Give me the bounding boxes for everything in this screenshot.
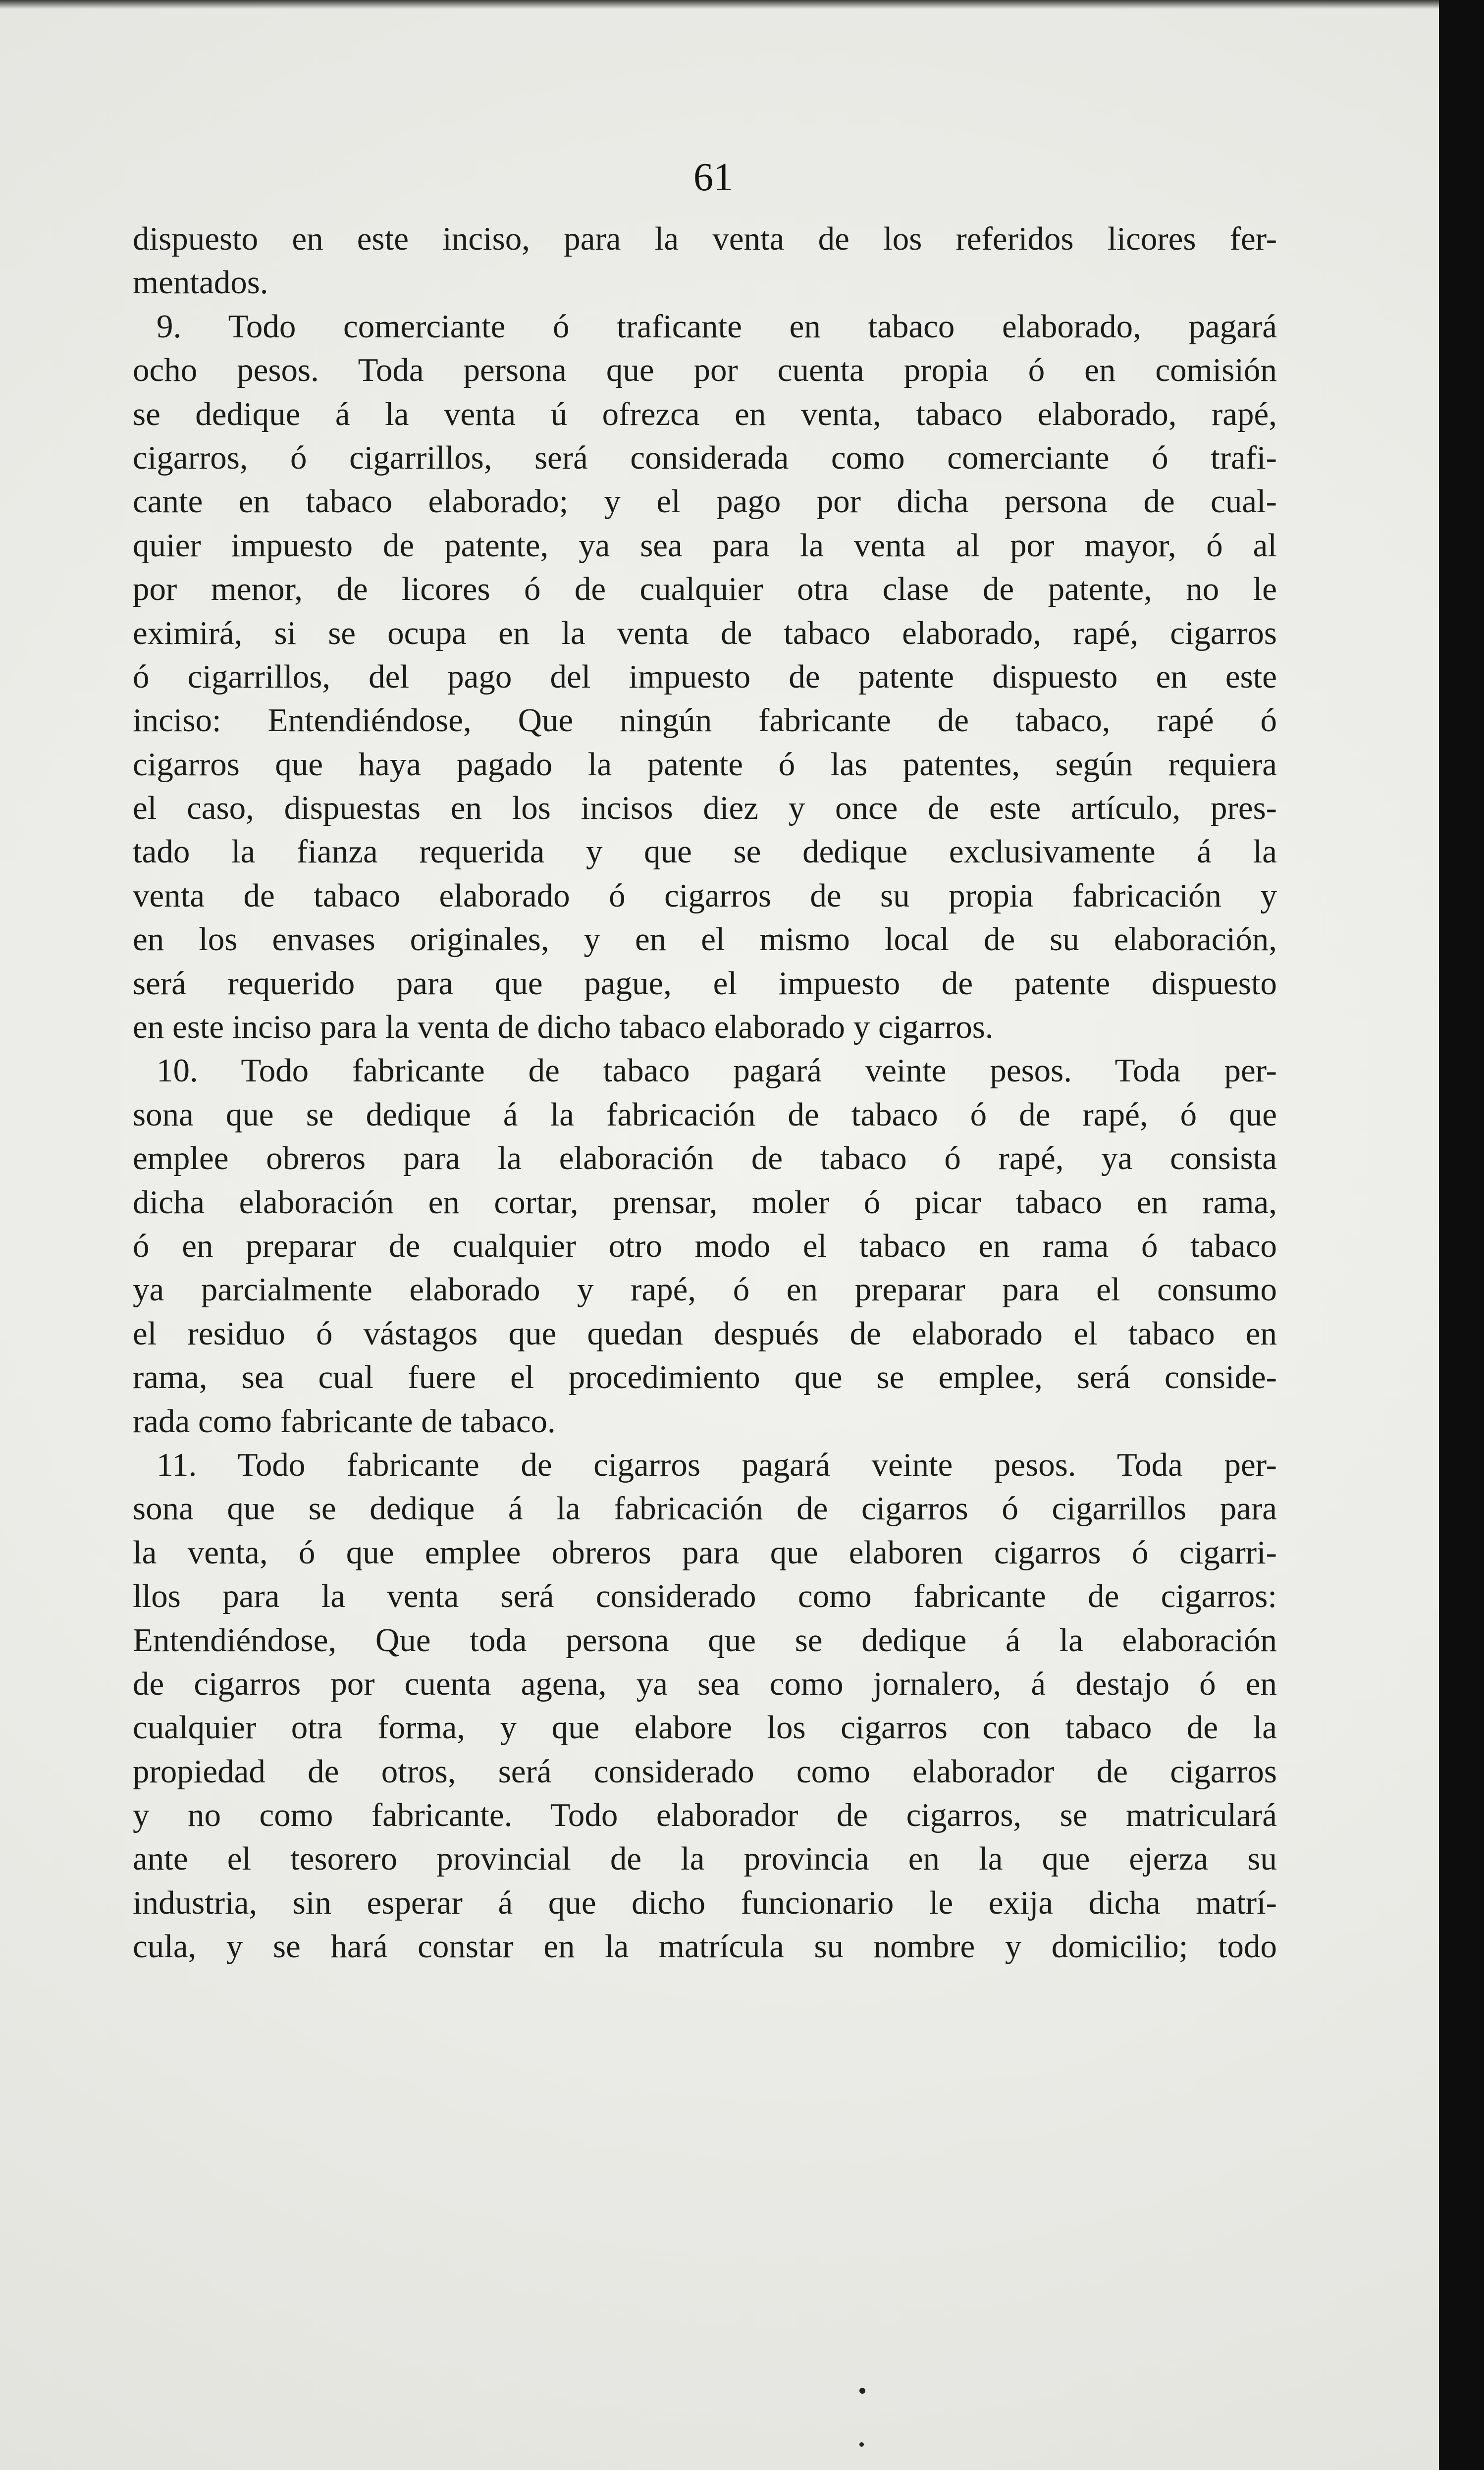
text-line: sona que se dedique á la fabricación de cigarros ó cigarrillos para [133, 1490, 1277, 1527]
page-top-edge-shadow [0, 0, 1439, 9]
paper-speck [859, 2388, 865, 2394]
text-line: ó en preparar de cualquier otro modo el tabaco en rama ó tabaco [133, 1227, 1277, 1264]
text-line: en los envases originales, y en el mismo local de su elaboración, [133, 921, 1277, 958]
text-line: tado la fianza requerida y que se dedique exclusivamente á la [133, 833, 1277, 870]
text-line: cigarros que haya pagado la patente ó las patentes, según requiera [133, 746, 1277, 783]
text-line: el caso, dispuestas en los incisos diez y once de este artículo, pres- [133, 790, 1277, 827]
text-line: rama, sea cual fuere el procedimiento que se emplee, será conside- [133, 1359, 1277, 1396]
text-line: ocho pesos. Toda persona que por cuenta propia ó en comisión [133, 352, 1277, 389]
text-line: ó cigarrillos, del pago del impuesto de patente dispuesto en este [133, 658, 1277, 695]
text-line: cante en tabaco elaborado; y el pago por dicha persona de cual- [133, 483, 1277, 520]
text-line: cualquier otra forma, y que elabore los cigarros con tabaco de la [133, 1709, 1277, 1746]
text-line: en este inciso para la venta de dicho tabaco elaborado y cigarros. [133, 1009, 994, 1046]
text-line: quier impuesto de patente, ya sea para la venta al por mayor, ó al [133, 527, 1277, 564]
text-line: venta de tabaco elaborado ó cigarros de su propia fabricación y [133, 877, 1277, 914]
text-line: industria, sin esperar á que dicho funcionario le exija dicha matrí- [133, 1884, 1277, 1921]
text-line: la venta, ó que emplee obreros para que elaboren cigarros ó cigarri- [133, 1534, 1277, 1571]
paper-speck [859, 2442, 864, 2447]
text-line: emplee obreros para la elaboración de tabaco ó rapé, ya consista [133, 1140, 1277, 1177]
text-line: cula, y se hará constar en la matrícula su nombre y domicilio; todo [133, 1928, 1277, 1965]
text-line: inciso: Entendiéndose, Que ningún fabricante de tabaco, rapé ó [133, 702, 1277, 739]
text-line: será requerido para que pague, el impuesto de patente dispuesto [133, 965, 1277, 1002]
text-line: mentados. [133, 264, 268, 301]
text-line: 11. Todo fabricante de cigarros pagará veinte pesos. Toda per- [157, 1446, 1277, 1483]
text-line: dicha elaboración en cortar, prensar, moler ó picar tabaco en rama, [133, 1183, 1277, 1221]
page-number: 61 [693, 156, 733, 199]
text-line: el residuo ó vástagos que quedan después de elaborado el tabaco en [133, 1315, 1277, 1352]
text-line: se dedique á la venta ú ofrezca en venta, tabaco elaborado, rapé, [133, 395, 1277, 432]
text-line: por menor, de licores ó de cualquier otra clase de patente, no le [133, 571, 1277, 608]
text-line: 9. Todo comerciante ó traficante en tabaco elaborado, pagará [157, 308, 1277, 345]
text-line: dispuesto en este inciso, para la venta de los referidos licores fer- [133, 220, 1277, 257]
book-binding-shadow [1439, 0, 1484, 2470]
text-line: ya parcialmente elaborado y rapé, ó en preparar para el consumo [133, 1271, 1277, 1308]
text-line: y no como fabricante. Todo elaborador de cigarros, se matriculará [133, 1797, 1277, 1834]
text-line: propiedad de otros, será considerado como elaborador de cigarros [133, 1753, 1277, 1790]
text-line: Entendiéndose, Que toda persona que se dedique á la elaboración [133, 1621, 1277, 1659]
text-line: cigarros, ó cigarrillos, será considerada como comerciante ó trafi- [133, 439, 1277, 476]
text-line: eximirá, si se ocupa en la venta de tabaco elaborado, rapé, cigarros [133, 614, 1277, 651]
text-line: rada como fabricante de tabaco. [133, 1402, 556, 1440]
text-line: de cigarros por cuenta agena, ya sea como jornalero, á destajo ó en [133, 1665, 1277, 1702]
text-line: llos para la venta será considerado como fabricante de cigarros: [133, 1578, 1277, 1615]
text-line: 10. Todo fabricante de tabaco pagará veinte pesos. Toda per- [157, 1052, 1277, 1089]
text-line: sona que se dedique á la fabricación de tabaco ó de rapé, ó que [133, 1096, 1277, 1133]
body-text [133, 217, 1277, 1969]
text-line: ante el tesorero provincial de la provincia en la que ejerza su [133, 1840, 1277, 1878]
